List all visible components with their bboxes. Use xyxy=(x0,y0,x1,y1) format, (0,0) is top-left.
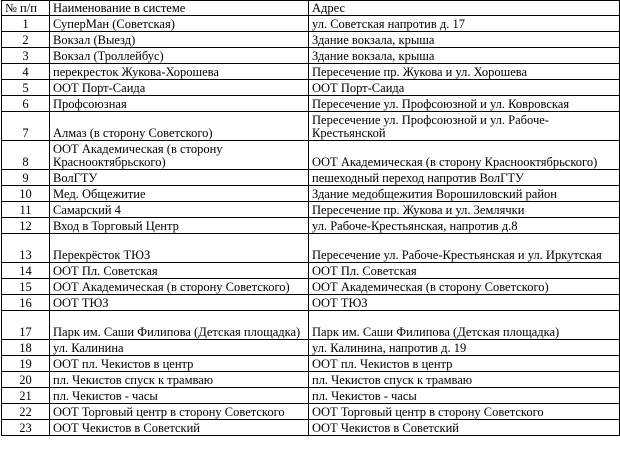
row-address-cell: ООТ ТЮЗ xyxy=(309,295,620,311)
table-row xyxy=(2,404,620,420)
table-row xyxy=(2,32,620,48)
row-name-cell: ООТ Академическая (в сторону Советского) xyxy=(50,279,309,295)
row-name-cell: Вокзал (Выезд) xyxy=(50,32,309,48)
table-row xyxy=(2,48,620,64)
table-row xyxy=(2,96,620,112)
table-row xyxy=(2,295,620,311)
row-number-cell: 21 xyxy=(2,388,50,404)
row-address-cell: ООТ Чекистов в Советский xyxy=(309,420,620,436)
row-address-cell: Пересечение пр. Жукова и ул. Землячки xyxy=(309,202,620,218)
locations-table xyxy=(1,0,620,436)
table-row xyxy=(2,356,620,372)
table-row xyxy=(2,141,620,170)
row-name-cell: СуперМан (Советская) xyxy=(50,16,309,32)
row-address-cell: ул. Калинина, напротив д. 19 xyxy=(309,340,620,356)
header-number: № п/п xyxy=(2,1,50,16)
row-name-cell: ООТ Порт-Саида xyxy=(50,80,309,96)
row-address-cell: Пересечение ул. Рабоче-Крестьянская и ул. Иркутская xyxy=(309,234,620,263)
row-name-cell: ул. Калинина xyxy=(50,340,309,356)
row-name-cell: Вход в Торговый Центр xyxy=(50,218,309,234)
row-number-cell: 4 xyxy=(2,64,50,80)
table-row xyxy=(2,340,620,356)
header-row xyxy=(2,1,620,16)
table-row xyxy=(2,420,620,436)
header-name: Наименование в системе xyxy=(50,1,309,16)
row-name-cell: ООТ пл. Чекистов в центр xyxy=(50,356,309,372)
row-address-cell: ООТ Торговый центр в сторону Советского xyxy=(309,404,620,420)
row-address-cell: ООТ Академическая (в сторону Краснооктябрьского) xyxy=(309,141,620,170)
table-row xyxy=(2,372,620,388)
row-number-cell: 7 xyxy=(2,112,50,141)
table-row xyxy=(2,218,620,234)
row-number-cell: 15 xyxy=(2,279,50,295)
row-address-cell: Здание вокзала, крыша xyxy=(309,48,620,64)
row-address-cell: ул. Советская напротив д. 17 xyxy=(309,16,620,32)
row-number-cell: 13 xyxy=(2,234,50,263)
table-row xyxy=(2,234,620,263)
row-number-cell: 6 xyxy=(2,96,50,112)
row-name-cell: ООТ Академическая (в сторону Краснооктябрьского) xyxy=(50,141,309,170)
table-row xyxy=(2,16,620,32)
row-number-cell: 1 xyxy=(2,16,50,32)
row-address-cell: пешеходный переход напротив ВолГТУ xyxy=(309,170,620,186)
row-number-cell: 3 xyxy=(2,48,50,64)
row-name-cell: Самарский 4 xyxy=(50,202,309,218)
row-address-cell: пл. Чекистов спуск к трамваю xyxy=(309,372,620,388)
row-number-cell: 22 xyxy=(2,404,50,420)
row-address-cell: ООТ пл. Чекистов в центр xyxy=(309,356,620,372)
row-name-cell: ООТ Пл. Советская xyxy=(50,263,309,279)
row-address-cell: ООТ Пл. Советская xyxy=(309,263,620,279)
table-row xyxy=(2,80,620,96)
row-number-cell: 16 xyxy=(2,295,50,311)
row-number-cell: 11 xyxy=(2,202,50,218)
row-address-cell: пл. Чекистов - часы xyxy=(309,388,620,404)
row-name-cell: ООТ ТЮЗ xyxy=(50,295,309,311)
table-body xyxy=(2,16,620,436)
row-address-cell: ООТ Порт-Саида xyxy=(309,80,620,96)
row-number-cell: 19 xyxy=(2,356,50,372)
row-name-cell: Алмаз (в сторону Советского) xyxy=(50,112,309,141)
row-number-cell: 20 xyxy=(2,372,50,388)
row-name-cell: Парк им. Саши Филипова (Детская площадка) xyxy=(50,311,309,340)
row-number-cell: 5 xyxy=(2,80,50,96)
row-address-cell: Пересечение пр. Жукова и ул. Хорошева xyxy=(309,64,620,80)
row-number-cell: 12 xyxy=(2,218,50,234)
row-address-cell: Здание вокзала, крыша xyxy=(309,32,620,48)
row-number-cell: 18 xyxy=(2,340,50,356)
table-row xyxy=(2,112,620,141)
row-name-cell: Перекрёсток ТЮЗ xyxy=(50,234,309,263)
row-number-cell: 10 xyxy=(2,186,50,202)
table-row xyxy=(2,64,620,80)
row-address-cell: Пересечение ул. Профсоюзной и ул. Рабоче-Крестьянской xyxy=(309,112,620,141)
table-row xyxy=(2,279,620,295)
row-name-cell: Профсоюзная xyxy=(50,96,309,112)
row-number-cell: 23 xyxy=(2,420,50,436)
row-name-cell: перекресток Жукова-Хорошева xyxy=(50,64,309,80)
row-address-cell: Парк им. Саши Филипова (Детская площадка) xyxy=(309,311,620,340)
table-row xyxy=(2,186,620,202)
row-address-cell: Здание медобщежития Ворошиловский район xyxy=(309,186,620,202)
header-address: Адрес xyxy=(309,1,620,16)
row-name-cell: Вокзал (Троллейбус) xyxy=(50,48,309,64)
row-address-cell: ООТ Академическая (в сторону Советского) xyxy=(309,279,620,295)
table-row xyxy=(2,263,620,279)
row-name-cell: Мед. Общежитие xyxy=(50,186,309,202)
row-number-cell: 2 xyxy=(2,32,50,48)
row-number-cell: 8 xyxy=(2,141,50,170)
table-row xyxy=(2,311,620,340)
table-row xyxy=(2,170,620,186)
table-row xyxy=(2,202,620,218)
row-number-cell: 14 xyxy=(2,263,50,279)
row-name-cell: пл. Чекистов спуск к трамваю xyxy=(50,372,309,388)
row-name-cell: ООТ Торговый центр в сторону Советского xyxy=(50,404,309,420)
table-row xyxy=(2,388,620,404)
row-name-cell: ООТ Чекистов в Советский xyxy=(50,420,309,436)
row-name-cell: ВолГТУ xyxy=(50,170,309,186)
row-name-cell: пл. Чекистов - часы xyxy=(50,388,309,404)
row-address-cell: ул. Рабоче-Крестьянская, напротив д.8 xyxy=(309,218,620,234)
row-address-cell: Пересечение ул. Профсоюзной и ул. Ковровская xyxy=(309,96,620,112)
row-number-cell: 17 xyxy=(2,311,50,340)
row-number-cell: 9 xyxy=(2,170,50,186)
